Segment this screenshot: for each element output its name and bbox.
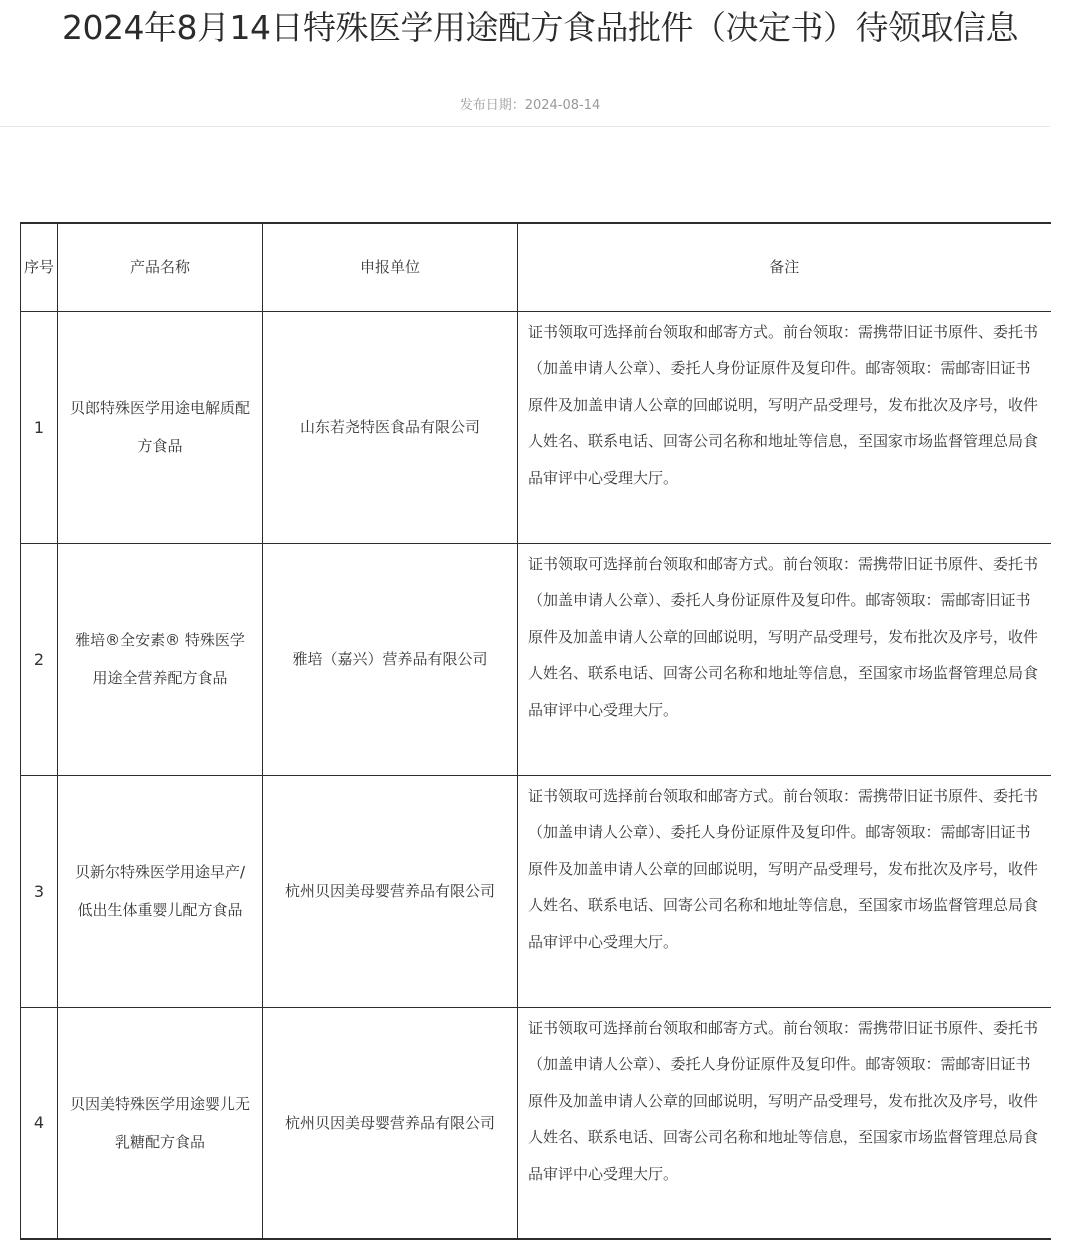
table-header-row bbox=[21, 223, 1051, 311]
row-product: 雅培®全安素® 特殊医学用途全营养配方食品 bbox=[58, 543, 263, 775]
header-seq: 序号 bbox=[21, 223, 58, 311]
title-divider bbox=[0, 126, 1050, 127]
row-applicant: 杭州贝因美母婴营养品有限公司 bbox=[263, 775, 518, 1007]
row-remark bbox=[518, 543, 1051, 775]
publish-date: 发布日期：2024-08-14 bbox=[459, 98, 601, 113]
row-remark bbox=[518, 1007, 1051, 1239]
row-remark bbox=[518, 311, 1051, 543]
table-row bbox=[21, 775, 1051, 1007]
row-product: 贝因美特殊医学用途婴儿无乳糖配方食品 bbox=[58, 1007, 263, 1239]
row-seq: 4 bbox=[21, 1007, 58, 1239]
row-seq: 3 bbox=[21, 775, 58, 1007]
table-row bbox=[21, 543, 1051, 775]
row-remark-text: 证书领取可选择前台领取和邮寄方式。前台领取：需携带旧证书原件、委托书（加盖申请人公章）、委托人身份证原件及复印件。邮寄领取：需邮寄旧证书原件及加盖申请人公章的回邮说明，写明产品受理号，发布批次及序号，收件人姓名、联系电话、回寄公司名称和地址等信息，至国家市场监督管理总局食品审评中心受理大厅。 bbox=[528, 554, 1039, 719]
approval-table bbox=[20, 222, 1051, 1240]
row-seq: 2 bbox=[21, 543, 58, 775]
row-remark-text: 证书领取可选择前台领取和邮寄方式。前台领取：需携带旧证书原件、委托书（加盖申请人公章）、委托人身份证原件及复印件。邮寄领取：需邮寄旧证书原件及加盖申请人公章的回邮说明，写明产品受理号，发布批次及序号，收件人姓名、联系电话、回寄公司名称和地址等信息，至国家市场监督管理总局食品审评中心受理大厅。 bbox=[528, 322, 1039, 487]
row-remark-text: 证书领取可选择前台领取和邮寄方式。前台领取：需携带旧证书原件、委托书（加盖申请人公章）、委托人身份证原件及复印件。邮寄领取：需邮寄旧证书原件及加盖申请人公章的回邮说明，写明产品受理号，发布批次及序号，收件人姓名、联系电话、回寄公司名称和地址等信息，至国家市场监督管理总局食品审评中心受理大厅。 bbox=[528, 786, 1039, 951]
row-remark-text: 证书领取可选择前台领取和邮寄方式。前台领取：需携带旧证书原件、委托书（加盖申请人公章）、委托人身份证原件及复印件。邮寄领取：需邮寄旧证书原件及加盖申请人公章的回邮说明，写明产品受理号，发布批次及序号，收件人姓名、联系电话、回寄公司名称和地址等信息，至国家市场监督管理总局食品审评中心受理大厅。 bbox=[528, 1018, 1039, 1183]
row-product: 贝新尔特殊医学用途早产/低出生体重婴儿配方食品 bbox=[58, 775, 263, 1007]
row-product: 贝郎特殊医学用途电解质配方食品 bbox=[58, 311, 263, 543]
header-applicant: 申报单位 bbox=[263, 223, 518, 311]
table-row bbox=[21, 311, 1051, 543]
table-row bbox=[21, 1007, 1051, 1239]
header-product: 产品名称 bbox=[58, 223, 263, 311]
row-applicant: 山东若尧特医食品有限公司 bbox=[263, 311, 518, 543]
row-seq: 1 bbox=[21, 311, 58, 543]
row-applicant: 雅培（嘉兴）营养品有限公司 bbox=[263, 543, 518, 775]
row-remark bbox=[518, 775, 1051, 1007]
header-remark: 备注 bbox=[518, 223, 1051, 311]
page-title: 2024年8月14日特殊医学用途配方食品批件（决定书）待领取信息 bbox=[62, 8, 1018, 47]
row-applicant: 杭州贝因美母婴营养品有限公司 bbox=[263, 1007, 518, 1239]
